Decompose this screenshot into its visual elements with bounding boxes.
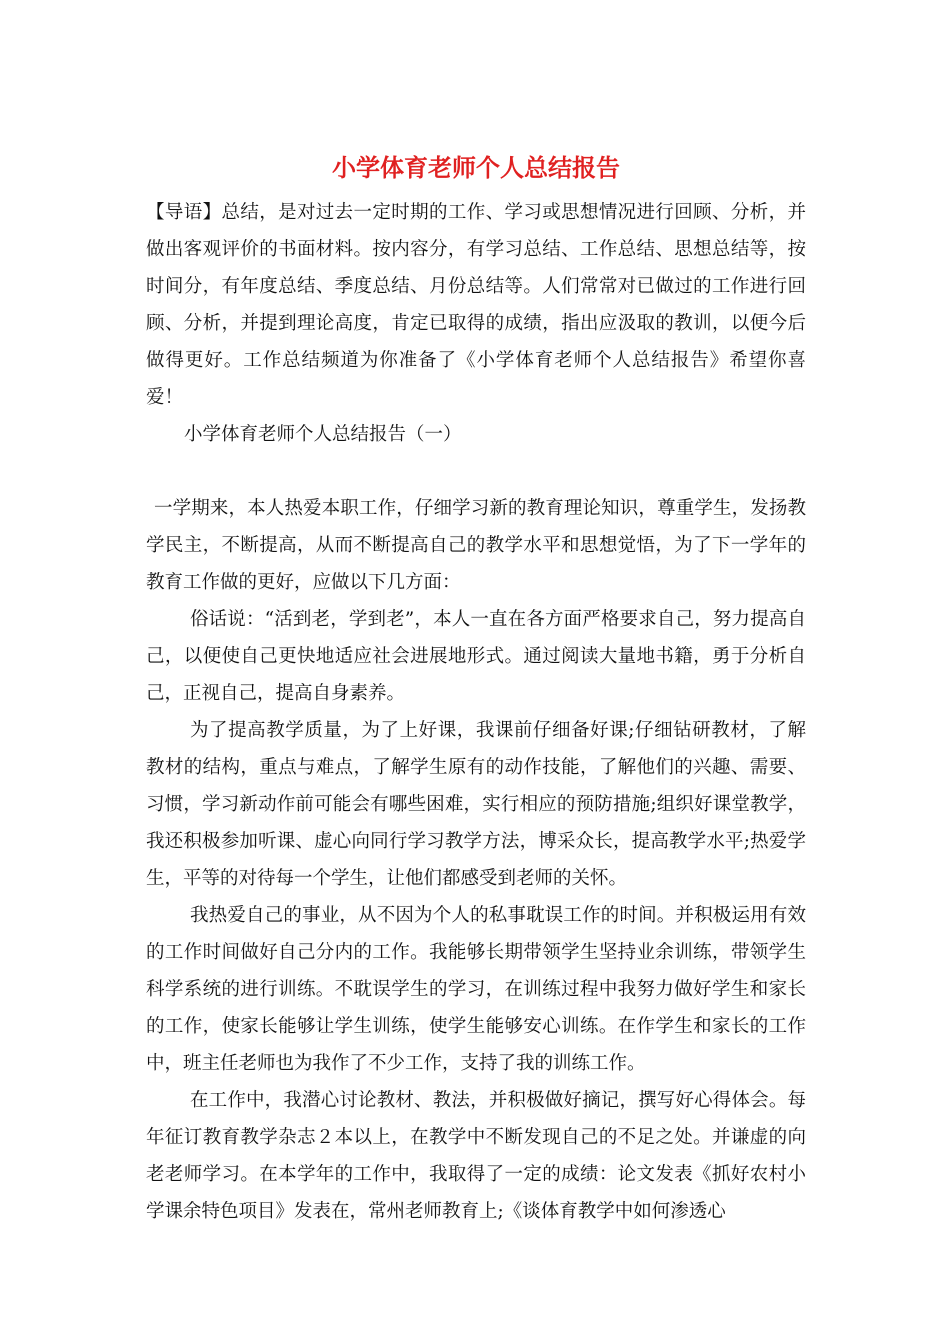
body-paragraph-4: 我热爱自己的事业，从不因为个人的私事耽误工作的时间。并积极运用有效的工作时间做好自己分内的工作。我能够长期带领学生坚持业余训练，带领学生科学系统的进行训练。不耽误学生的学习，在训练过程中我努力做好学生和家长的工作，使家长能够让学生训练，使学生能够安心训练。在作学生和家长的工作中，班主任老师也为我作了不少工作，支持了我的训练工作。 <box>146 905 806 1074</box>
section-heading: 小学体育老师个人总结报告（一） <box>184 424 462 445</box>
body-paragraph-3: 为了提高教学质量，为了上好课，我课前仔细备好课;仔细钻研教材，了解教材的结构，重点与难点，了解学生原有的动作技能，了解他们的兴趣、需要、习惯，学习新动作前可能会有哪些困难，实行相应的预防措施;组织好课堂教学，我还积极参加听课、虚心向同行学习教学方法，博采众长，提高教学水平;热爱学生，平等的对待每一个学生，让他们都感受到老师的关怀。 <box>146 720 806 889</box>
document-title: 小学体育老师个人总结报告 <box>332 153 620 182</box>
document-page <box>146 148 806 1230</box>
intro-paragraph: 【导语】总结，是对过去一定时期的工作、学习或思想情况进行回顾、分析，并做出客观评价的书面材料。按内容分，有学习总结、工作总结、思想总结等，按时间分，有年度总结、季度总结、月份总结等。人们常常对已做过的工作进行回顾、分析，并提到理论高度，肯定已取得的成绩，指出应汲取的教训，以便今后做得更好。工作总结频道为你准备了《小学体育老师个人总结报告》希望你喜爱！ <box>146 202 806 408</box>
body-paragraph-5: 在工作中，我潜心讨论教材、教法，并积极做好摘记，撰写好心得体会。每年征订教育教学杂志２本以上，在教学中不断发现自己的不足之处。并谦虚的向老老师学习。在本学年的工作中，我取得了一定的成绩：论文发表《抓好农村小学课余特色项目》发表在，常州老师教育上;《谈体育教学中如何渗透心 <box>146 1090 806 1222</box>
body-paragraph-1: 一学期来，本人热爱本职工作，仔细学习新的教育理论知识，尊重学生，发扬教学民主，不断提高，从而不断提高自己的教学水平和思想觉悟，为了下一学年的教育工作做的更好，应做以下几方面： <box>146 498 806 593</box>
body-paragraph-2: 俗话说：“活到老，学到老”，本人一直在各方面严格要求自己，努力提高自己，以便使自己更快地适应社会进展地形式。通过阅读大量地书籍，勇于分析自己，正视自己，提高自身素养。 <box>146 609 806 704</box>
